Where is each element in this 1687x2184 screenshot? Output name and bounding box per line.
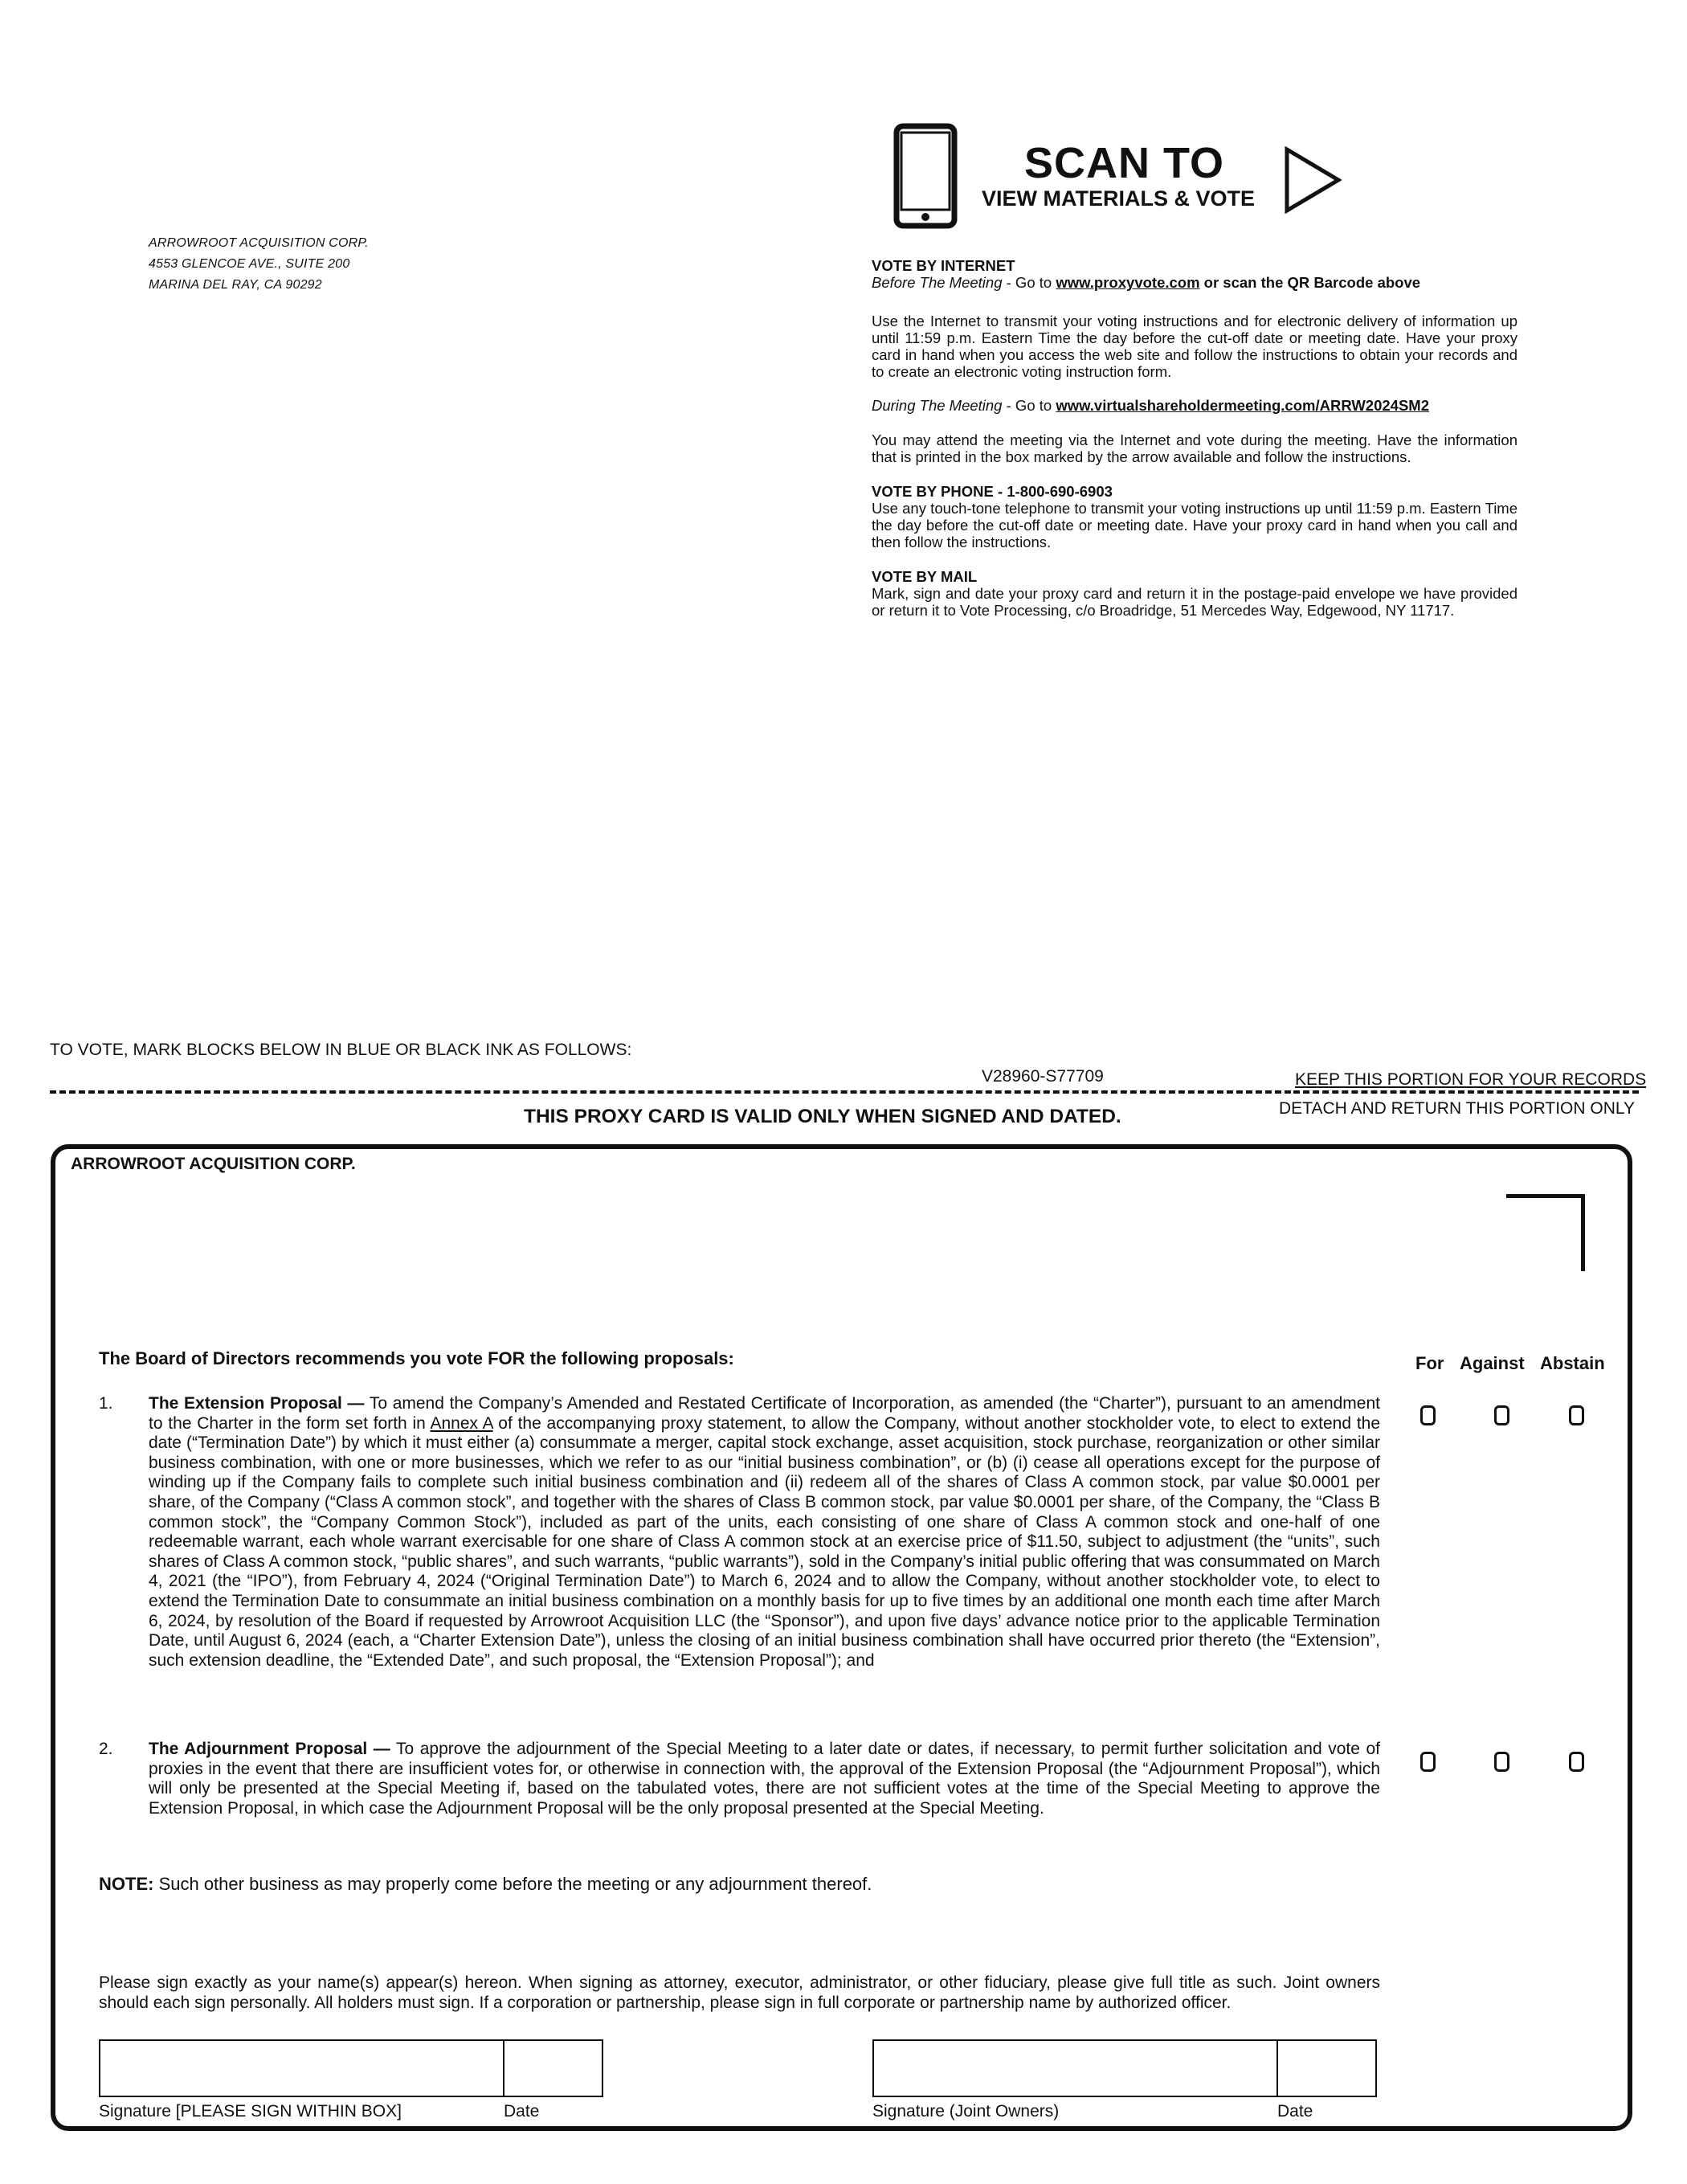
registration-mark xyxy=(1506,1194,1585,1271)
proposal-1-number: 1. xyxy=(99,1394,113,1413)
vote-internet-heading: VOTE BY INTERNET xyxy=(872,257,1015,274)
vote-phone-instructions: Use any touch-tone telephone to transmit your voting instructions up until 11:59 p.m. Eastern Time the day before the cut-off date or meeting date. Have your proxy card in hand when you call and then follow the instructions. xyxy=(872,500,1517,550)
signature-box[interactable] xyxy=(99,2039,504,2097)
proposal-2-abstain-checkbox[interactable] xyxy=(1569,1752,1584,1772)
proposal-2-against-checkbox[interactable] xyxy=(1494,1752,1509,1772)
card-company-name: ARROWROOT ACQUISITION CORP. xyxy=(71,1155,356,1173)
signature-label: Signature [PLEASE SIGN WITHIN BOX] xyxy=(99,2102,402,2121)
proposal-2-number: 2. xyxy=(99,1740,113,1758)
vote-internet-instructions: Use the Internet to transmit your voting instructions and for electronic delivery of information up until 11:59 p.m. Eastern Time the day before the cut-off date or meeting date. Have your proxy card in hand when you access the web site and follow the instructions to obtain your records and to create an electronic voting instruction form. xyxy=(872,313,1517,380)
proposal-2-text xyxy=(149,1740,1380,1818)
proxyvote-link[interactable]: www.proxyvote.com xyxy=(1056,274,1200,291)
during-meeting-goto: - Go to xyxy=(1002,397,1056,414)
before-meeting-tail: or scan the QR Barcode above xyxy=(1199,274,1421,291)
detach-line xyxy=(50,1090,1291,1094)
before-meeting-line xyxy=(872,274,1517,291)
proposal-1-text xyxy=(149,1394,1380,1671)
proposal-2-for-checkbox[interactable] xyxy=(1420,1752,1436,1772)
board-recommendation: The Board of Directors recommends you vote FOR the following proposals: xyxy=(99,1348,734,1368)
proposal-1-abstain-checkbox[interactable] xyxy=(1569,1405,1584,1425)
vote-mail-heading: VOTE BY MAIL xyxy=(872,568,978,585)
date-label: Date xyxy=(504,2102,540,2121)
note-label: NOTE: xyxy=(99,1874,154,1894)
joint-date-box[interactable] xyxy=(1276,2039,1377,2097)
detach-return-label: DETACH AND RETURN THIS PORTION ONLY xyxy=(1279,1099,1635,1118)
column-for: For xyxy=(1415,1353,1444,1373)
column-against: Against xyxy=(1460,1353,1525,1373)
vote-internet-body xyxy=(872,313,1517,380)
proposal-1-text-b: of the accompanying proxy statement, to allow the Company, without another stockholder vote, to elect to extend the date (“Termination Date”) by which it must either (a) consummate a merger, capital stock exchange, asset acquisition, stock purchase, reorganization or other similar business combination, with one or more businesses, which we refer to as our “initial business combination”, or (b) (i) cease all operations except for the purpose of winding up if the Company fails to complete such initial business combination and (ii) redeem all of the shares of Class A common stock, par value $0.0001 per share, of the Company (“Class A common stock”, and together with the shares of Class B common stock, par value $0.0001 per share, of the Company, the “Class B common stock”, the “Company Common Stock”), included as part of the units, each consisting of one share of Class A common stock and one-half of one redeemable warrant, each whole warrant exercisable for one share of Class A common stock at an exercise price of $11.50, subject to adjustment (the “units”, such shares of Class A common stock, “public shares”, and such warrants, “public warrants”), sold in the Company’s initial public offering that was consummated on March 4, 2021 (the “IPO”), from February 4, 2024 (“Original Termination Date”) to March 6, 2024 and to allow the Company, without another stockholder vote, to elect to extend the Termination Date to consummate an initial business combination on a monthly basis for up to five times by an additional one month each time after March 6, 2024, by resolution of the Board if requested by Arrowroot Acquisition LLC (the “Sponsor”), and upon five days’ advance notice prior to the applicable Termination Date, until August 6, 2024 (each, a “Charter Extension Date”), unless the closing of an initial business combination shall have occurred prior thereto (the “Extension”, such extension deadline, the “Extended Date”, and such proposal, the “Extension Proposal”); and xyxy=(149,1413,1381,1670)
vote-by-internet xyxy=(872,257,1517,291)
vote-by-mail xyxy=(872,568,1517,619)
proposal-1-against-checkbox[interactable] xyxy=(1494,1405,1509,1425)
mark-instructions: TO VOTE, MARK BLOCKS BELOW IN BLUE OR BLACK INK AS FOLLOWS: xyxy=(50,1041,632,1059)
proposal-1-title: The Extension Proposal — xyxy=(149,1394,365,1413)
note-text: Such other business as may properly come before the meeting or any adjournment thereof. xyxy=(153,1874,872,1894)
proposal-2-text-body: To approve the adjournment of the Special Meeting to a later date or dates, if necessary, to permit further solicitation and vote of proxies in the event that there are insufficient votes for, or otherwise in connection with, the approval of the Extension Proposal (the “Adjournment Proposal”), which will only be presented at the Special Meeting if, based on the tabulated votes, there are not sufficient votes at the time of the Special Meeting to approve the Extension Proposal, in which case the Adjournment Proposal will be the only proposal presented at the Special Meeting. xyxy=(149,1740,1381,1818)
vote-phone-heading: VOTE BY PHONE - 1-800-690-6903 xyxy=(872,483,1113,500)
before-meeting-label: Before The Meeting xyxy=(872,274,1003,291)
keep-portion-label: KEEP THIS PORTION FOR YOUR RECORDS xyxy=(1295,1070,1647,1089)
mobile-phone-icon xyxy=(893,123,958,229)
proposal-2-title: The Adjournment Proposal — xyxy=(149,1740,390,1758)
return-address xyxy=(149,233,369,296)
joint-signature-label: Signature (Joint Owners) xyxy=(872,2102,1060,2121)
scan-subtitle: VIEW MATERIALS & VOTE xyxy=(982,186,1256,211)
annex-a-link: Annex A xyxy=(430,1413,493,1433)
during-meeting-body xyxy=(872,431,1517,465)
address-line: 4553 GLENCOE AVE., SUITE 200 xyxy=(149,257,350,271)
during-meeting-line xyxy=(872,397,1517,414)
during-meeting-label: During The Meeting xyxy=(872,397,1003,414)
note xyxy=(99,1874,872,1895)
during-meeting-instructions: You may attend the meeting via the Internet and vote during the meeting. Have the information that is printed in the box marked by the arrow available and follow the instructions. xyxy=(872,431,1517,465)
joint-signature-box[interactable] xyxy=(872,2039,1278,2097)
play-arrow-icon xyxy=(1284,146,1342,214)
detach-line xyxy=(1293,1090,1639,1094)
proposal-1-for-checkbox[interactable] xyxy=(1420,1405,1436,1425)
scan-title: SCAN TO xyxy=(1024,139,1225,187)
proposal-1-text-a: To amend the Company’s Amended and Restated Certificate of Incorporation, as amended (the “Charter”), pursuant to an amendment to the Charter in the form set forth in xyxy=(149,1394,1380,1433)
date-box[interactable] xyxy=(503,2039,603,2097)
virtual-meeting-link[interactable]: www.virtualshareholdermeeting.com/ARRW2024SM2 xyxy=(1056,397,1429,414)
vote-mail-instructions: Mark, sign and date your proxy card and return it in the postage-paid envelope we have provided or return it to Vote Processing, c/o Broadridge, 51 Mercedes Way, Edgewood, NY 11717. xyxy=(872,585,1517,619)
valid-notice: THIS PROXY CARD IS VALID ONLY WHEN SIGNED AND DATED. xyxy=(524,1106,1121,1127)
address-line: ARROWROOT ACQUISITION CORP. xyxy=(149,236,369,250)
joint-date-label: Date xyxy=(1277,2102,1313,2121)
before-meeting-goto: - Go to xyxy=(1002,274,1056,291)
address-line: MARINA DEL RAY, CA 90292 xyxy=(149,278,322,292)
column-abstain: Abstain xyxy=(1540,1353,1605,1373)
control-number: V28960-S77709 xyxy=(982,1067,1104,1086)
signing-instructions: Please sign exactly as your name(s) appear(s) hereon. When signing as attorney, executor, administrator, or other fiduciary, please give full title as such. Joint owners should each sign personally. All holders must sign. If a corporation or partnership, please sign in full corporate or partnership name by authorized officer. xyxy=(99,1973,1380,2012)
vote-by-phone xyxy=(872,483,1517,550)
